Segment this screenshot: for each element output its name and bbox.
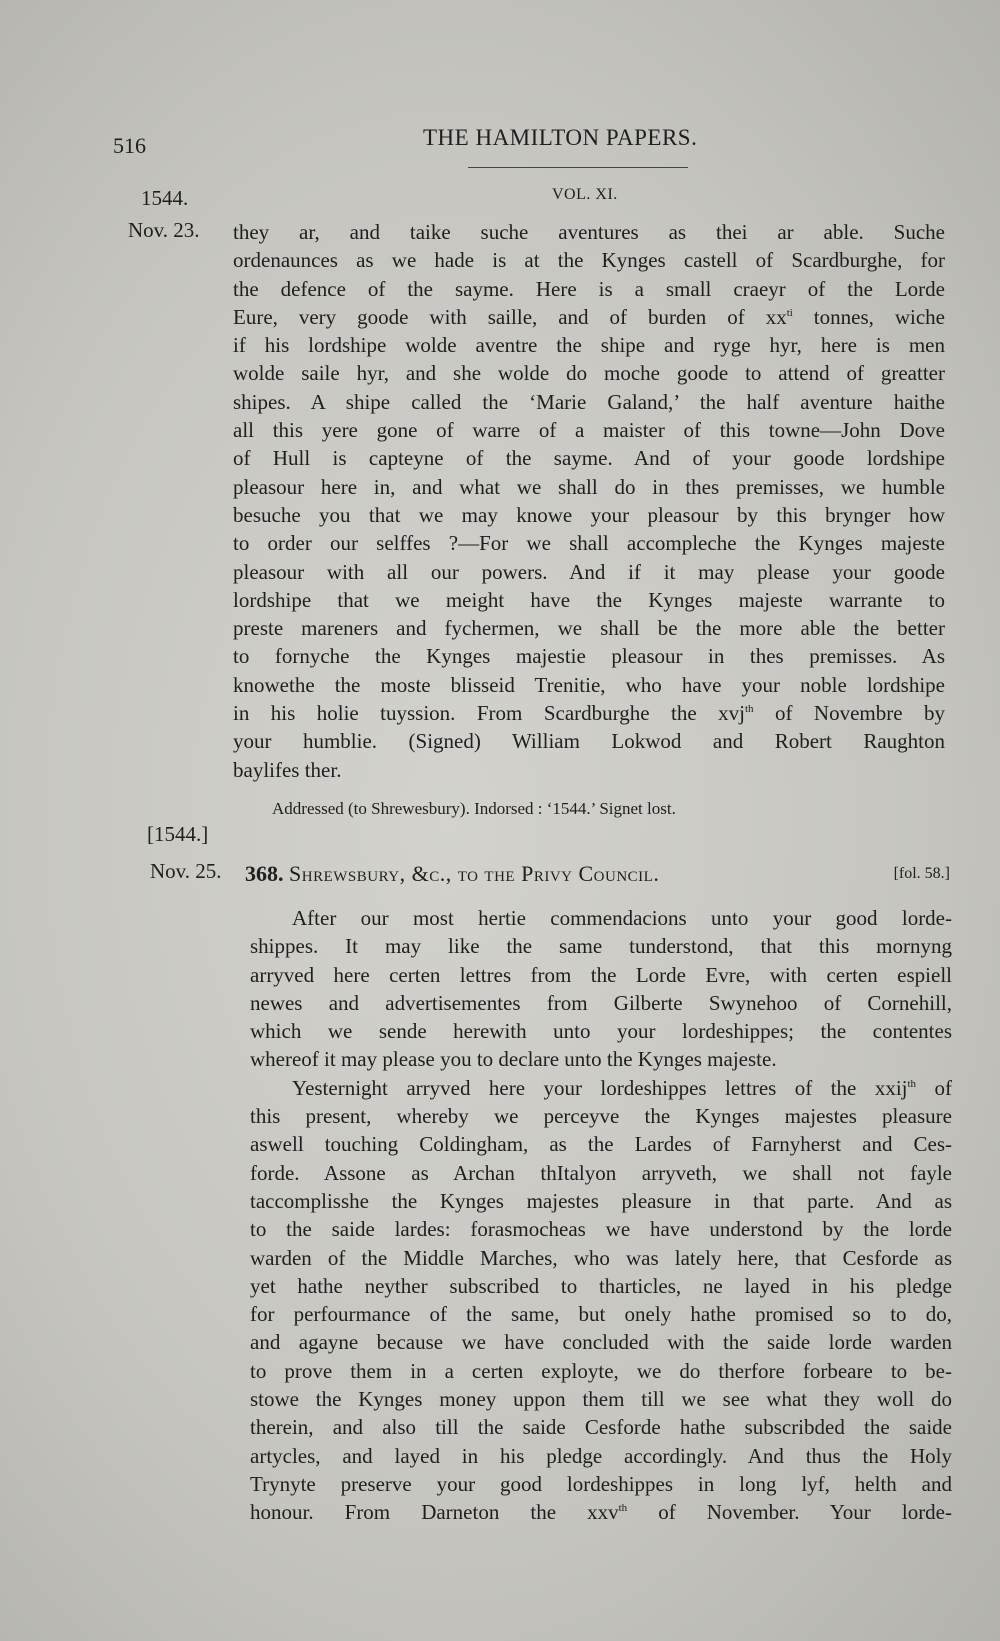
text-line: of Hull is capteyne of the sayme. And of your goode lordshipe [233, 446, 945, 471]
text-line: in his holie tuyssion. From Scardburghe the xvj$^{th}$ of Novembre by [233, 701, 945, 726]
header-rule [468, 167, 688, 168]
text-line: warden of the Middle Marches, who was lately here, that Cesforde as [250, 1245, 952, 1270]
text-line: wolde saile hyr, and she wolde do moche goode to attend of greatter [233, 361, 945, 386]
letter2-body [250, 904, 952, 1527]
text-line: preste mareners and fychermen, we shall be the more able the better [233, 616, 945, 641]
text-line: your humblie. (Signed) William Lokwod and Robert Raughton [233, 729, 945, 754]
text-line: arryved here certen lettres from the Lorde Evre, with certen espiell [250, 962, 952, 987]
text-line: all this yere gone of warre of a maister of this towne—John Dove [233, 418, 945, 443]
text-line: for perfourmance of the same, but onely hathe promised so to do, [250, 1302, 952, 1327]
text-line: which we sende herewith unto your lordeshippes; the contentes [250, 1019, 952, 1044]
text-line: ordenaunces as we hade is at the Kynges castell of Scardburghe, for [233, 248, 945, 273]
text-line: honour. From Darneton the xxv$^{th}$ of November. Your lorde- [250, 1500, 952, 1525]
text-line: shippes. It may like the same tunderstond, that this mornyng [250, 934, 952, 959]
text-line: baylifes ther. [233, 757, 342, 782]
text-line: the defence of the sayme. Here is a small craeyr of the Lorde [233, 276, 945, 301]
text-line: to fornyche the Kynges majestie pleasour in thes premisses. As [233, 644, 945, 669]
text-line: pleasour with all our powers. And if it may please your goode [233, 559, 945, 584]
entry-number: 368. [245, 861, 284, 886]
volume-label: VOL. XI. [552, 186, 618, 203]
text-line: aswell touching Coldingham, as the Lardes of Farnyherst and Ces- [250, 1132, 952, 1157]
running-title: THE HAMILTON PAPERS. [423, 125, 698, 150]
text-line: this present, whereby we perceyve the Kynges majestes pleasure [250, 1104, 952, 1129]
text-line: Eure, very goode with saille, and of burden of $xx^{ti}$ tonnes, wiche [233, 304, 945, 329]
text-line: stowe the Kynges money uppon them till we see what they woll do [250, 1387, 952, 1412]
address-note: Addressed (to Shrewesbury). Indorsed : ‘1544.’ Signet lost. [272, 799, 676, 818]
text-line: shipes. A shipe called the ‘Marie Galand,’ the half aventure haithe [233, 389, 945, 414]
text-line: to the saide lardes: forasmocheas we have understond by the lorde [250, 1217, 952, 1242]
letter1-date: Nov. 23. [128, 218, 200, 242]
text-line: to prove them in a certen exployte, we do therfore forbeare to be- [250, 1358, 952, 1383]
text-line: taccomplisshe the Kynges majestes pleasure in that parte. And as [250, 1188, 952, 1213]
page-number: 516 [113, 133, 146, 158]
text-line: therein, and also till the saide Cesforde hathe subscribded the saide [250, 1415, 952, 1440]
page-header [113, 125, 943, 165]
folio-reference: [fol. 58.] [893, 865, 950, 882]
text-line: whereof it may please you to declare unto the Kynges majeste. [250, 1047, 777, 1072]
margin-year: 1544. [141, 186, 189, 210]
text-line: artycles, and layed in his pledge accordingly. And thus the Holy [250, 1443, 952, 1468]
text-line: Yesternight arryved here your lordeshippes lettres of the xxij$^{th}$ of [292, 1075, 953, 1100]
entry-title: Shrewsbury, &c., to the Privy Council. [289, 861, 660, 886]
text-line: pleasour here in, and what we shall do in thes premisses, we humble [233, 474, 945, 499]
text-line: they ar, and taike suche aventures as thei ar able. Suche [233, 220, 945, 244]
text-line: lordshipe that we meight have the Kynges majeste warrante to [233, 587, 945, 612]
text-line: After our most hertie commendacions unto your good lorde- [292, 906, 952, 930]
text-line: Trynyte preserve your good lordeshippes in long lyf, helth and [250, 1471, 952, 1496]
text-line: besuche you that we may knowe your pleasour by this brynger how [233, 502, 945, 527]
text-line: yet hathe neyther subscribed to tharticles, ne layed in his pledge [250, 1273, 952, 1298]
letter2-year: [1544.] [147, 822, 209, 846]
text-line: forde. Assone as Archan thItalyon arryveth, we shall not fayle [250, 1160, 952, 1185]
text-line: knowethe the moste blisseid Trenitie, who have your noble lordshipe [233, 672, 945, 697]
text-line: if his lordshipe wolde aventre the shipe and ryge hyr, here is men [233, 333, 945, 358]
letter2-date: Nov. 25. [150, 859, 222, 883]
letter1-body [233, 218, 945, 784]
text-line: newes and advertisementes from Gilberte Swynehoo of Cornehill, [250, 990, 952, 1015]
text-line: and agayne because we have concluded with the saide lorde warden [250, 1330, 952, 1355]
entry-heading [245, 861, 950, 887]
text-line: to order our selffes ?—For we shall accompleche the Kynges majeste [233, 531, 945, 556]
